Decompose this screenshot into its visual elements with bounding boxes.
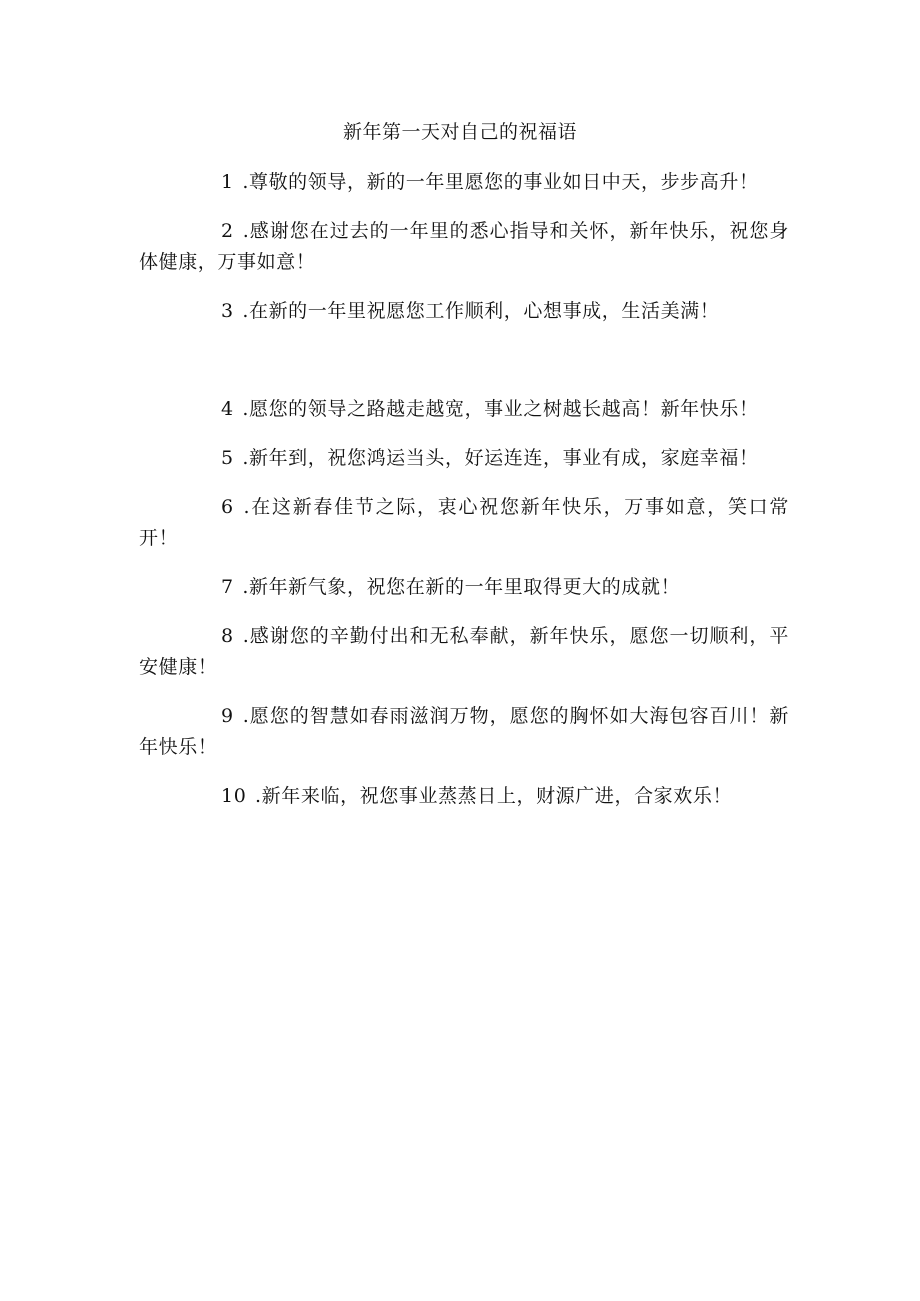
item-number: 6 <box>221 496 234 518</box>
document-title: 新年第一天对自己的祝福语 <box>342 121 577 143</box>
item-number: 7 <box>221 576 234 598</box>
list-item: 3 .在新的一年里祝愿您工作顺利，心想事成，生活美满！ <box>139 296 789 327</box>
item-number: 4 <box>221 398 234 420</box>
item-number: 8 <box>221 625 234 647</box>
list-item: 4 .愿您的领导之路越走越宽，事业之树越长越高！新年快乐！ <box>139 394 789 425</box>
item-number: 1 <box>221 171 234 193</box>
item-text: 新年来临，祝您事业蒸蒸日上，财源广进，合家欢乐！ <box>261 785 733 807</box>
list-item: 8 .感谢您的辛勤付出和无私奉献，新年快乐，愿您一切顺利，平安健康！ <box>139 621 789 683</box>
list-item: 10 .新年来临，祝您事业蒸蒸日上，财源广进，合家欢乐！ <box>139 781 789 812</box>
list-item: 9 .愿您的智慧如春雨滋润万物，愿您的胸怀如大海包容百川！新年快乐！ <box>139 701 789 763</box>
item-number: 2 <box>221 220 234 242</box>
item-number: 3 <box>221 300 234 322</box>
list-item: 6 .在这新春佳节之际，衷心祝您新年快乐，万事如意，笑口常开！ <box>139 492 789 554</box>
list-item: 5 .新年到，祝您鸿运当头，好运连连，事业有成，家庭幸福！ <box>139 443 789 474</box>
item-number: 10 <box>221 785 247 807</box>
item-number: 5 <box>221 447 234 469</box>
list-item: 2 .感谢您在过去的一年里的悉心指导和关怀，新年快乐，祝您身体健康，万事如意！ <box>139 216 789 278</box>
item-text: 愿您的领导之路越走越宽，事业之树越长越高！新年快乐！ <box>248 398 759 420</box>
item-text: 感谢您的辛勤付出和无私奉献，新年快乐，愿您一切顺利，平安健康！ <box>139 625 790 678</box>
item-number: 9 <box>221 705 234 727</box>
item-text: 新年到，祝您鸿运当头，好运连连，事业有成，家庭幸福！ <box>248 447 759 469</box>
item-text: 感谢您在过去的一年里的悉心指导和关怀，新年快乐，祝您身体健康，万事如意！ <box>139 220 790 273</box>
item-text: 愿您的智慧如春雨滋润万物，愿您的胸怀如大海包容百川！新年快乐！ <box>139 705 790 758</box>
blessing-list <box>139 167 789 830</box>
item-text: 在新的一年里祝愿您工作顺利，心想事成，生活美满！ <box>248 300 720 322</box>
item-text: 尊敬的领导，新的一年里愿您的事业如日中天，步步高升！ <box>248 171 759 193</box>
item-text: 在这新春佳节之际，衷心祝您新年快乐，万事如意，笑口常开！ <box>139 496 789 549</box>
list-item: 1 .尊敬的领导，新的一年里愿您的事业如日中天，步步高升！ <box>139 167 789 198</box>
list-item: 7 .新年新气象，祝您在新的一年里取得更大的成就！ <box>139 572 789 603</box>
item-text: 新年新气象，祝您在新的一年里取得更大的成就！ <box>248 576 681 598</box>
